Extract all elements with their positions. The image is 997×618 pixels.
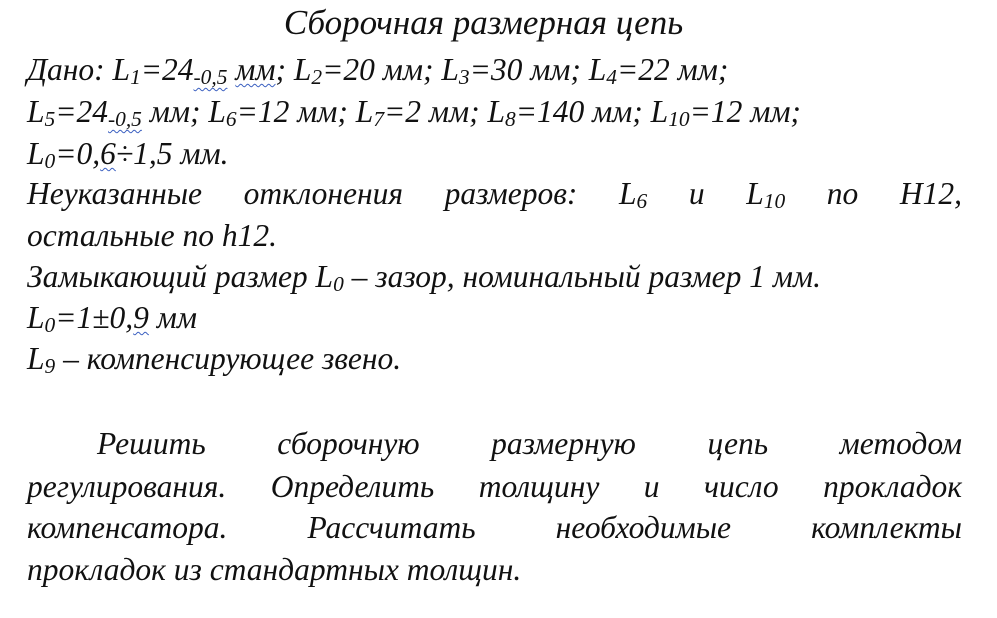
given-l8-label: L — [479, 94, 505, 129]
closing-line-1 — [27, 259, 821, 295]
tolerance-intro: Неуказанные отклонения размеров: — [27, 176, 578, 211]
given-l0-label: L — [27, 136, 45, 171]
given-l0-value: ÷1,5 мм. — [115, 136, 229, 171]
given-l4-value: =22 мм; — [617, 52, 729, 87]
closing-l0-unit: мм — [148, 300, 197, 335]
given-l2-label: L — [286, 52, 312, 87]
closing-l0-val: 9 — [133, 300, 149, 335]
given-line-1 — [27, 52, 728, 88]
given-l7-sub: 7 — [373, 106, 385, 131]
given-l2-value: =20 мм; — [322, 52, 434, 87]
given-l3-value: =30 мм; — [469, 52, 581, 87]
given-l1-tail: ; — [275, 52, 287, 87]
given-l5-sub: 5 — [44, 106, 56, 131]
tolerance-h12: Н12, — [899, 176, 963, 211]
tolerance-l6-label: L — [619, 176, 637, 211]
given-l10-label: L — [642, 94, 669, 129]
closing-line-2 — [27, 300, 197, 336]
given-l3-sub: 3 — [458, 64, 470, 89]
given-l1-tol: -0,5 — [193, 64, 228, 89]
closing-start: Замыкающий размер L — [27, 259, 334, 294]
tolerance-l6 — [619, 176, 647, 211]
page-title: Сборочная размерная цепь — [283, 3, 684, 42]
given-l8-value: =140 мм; — [515, 94, 643, 129]
tolerance-and: и — [688, 176, 705, 211]
given-line-2 — [27, 94, 801, 130]
closing-l9-label: L — [27, 341, 45, 376]
given-line-3 — [27, 136, 229, 172]
tolerance-line-1 — [27, 176, 962, 212]
given-l3-label: L — [433, 52, 459, 87]
given-l10-value: =12 мм; — [689, 94, 801, 129]
given-l0-sub: 0 — [44, 148, 56, 173]
given-l6-sub: 6 — [225, 106, 237, 131]
closing-l0-eq: =1±0, — [55, 300, 134, 335]
given-l5-eq: =24 — [55, 94, 108, 129]
given-l1-eq: =24 — [140, 52, 194, 87]
given-l0-eq: =0, — [55, 136, 101, 171]
given-l5-value: мм; — [141, 94, 201, 129]
given-l10-sub: 10 — [668, 106, 690, 131]
closing-sub: 0 — [333, 271, 344, 296]
task-line-1: Решить сборочную размерную цепь методом — [97, 426, 962, 461]
closing-l9-text: – компенсирующее звено. — [55, 341, 402, 376]
given-l6-label: L — [200, 94, 226, 129]
given-l4-sub: 4 — [606, 64, 617, 89]
closing-end: – зазор, номинальный размер 1 мм. — [343, 259, 821, 294]
given-l5-label: L — [27, 94, 45, 129]
given-l8-sub: 8 — [505, 106, 516, 131]
given-l5-tol: -0,5 — [108, 106, 142, 131]
given-l0-val: 6 — [100, 136, 116, 171]
tolerance-line-2: остальные по h12. — [27, 218, 278, 253]
given-l6-value: =12 мм; — [236, 94, 348, 129]
given-l7-label: L — [347, 94, 374, 129]
given-l1-unit: мм — [235, 52, 276, 87]
closing-line-3 — [27, 341, 401, 377]
given-l4-label: L — [580, 52, 607, 87]
given-l1-sub: 1 — [130, 64, 141, 89]
given-l2-sub: 2 — [311, 64, 323, 89]
tolerance-l10-label: L — [746, 176, 764, 211]
given-l7-value: =2 мм; — [384, 94, 480, 129]
task-line-3: компенсатора. Рассчитать необходимые комплекты — [27, 510, 962, 545]
closing-l0-label: L — [27, 300, 45, 335]
tolerance-l6-sub: 6 — [636, 188, 648, 213]
tolerance-po: по — [826, 176, 859, 211]
given-l1-label: Дано: L — [27, 52, 131, 87]
tolerance-l10-sub: 10 — [763, 188, 786, 213]
task-line-4: прокладок из стандартных толщин. — [27, 552, 522, 587]
tolerance-l10 — [746, 176, 785, 211]
task-line-2: регулирования. Определить толщину и число прокладок — [27, 469, 962, 504]
closing-l9-sub: 9 — [44, 353, 56, 378]
closing-l0-sub: 0 — [44, 312, 56, 337]
